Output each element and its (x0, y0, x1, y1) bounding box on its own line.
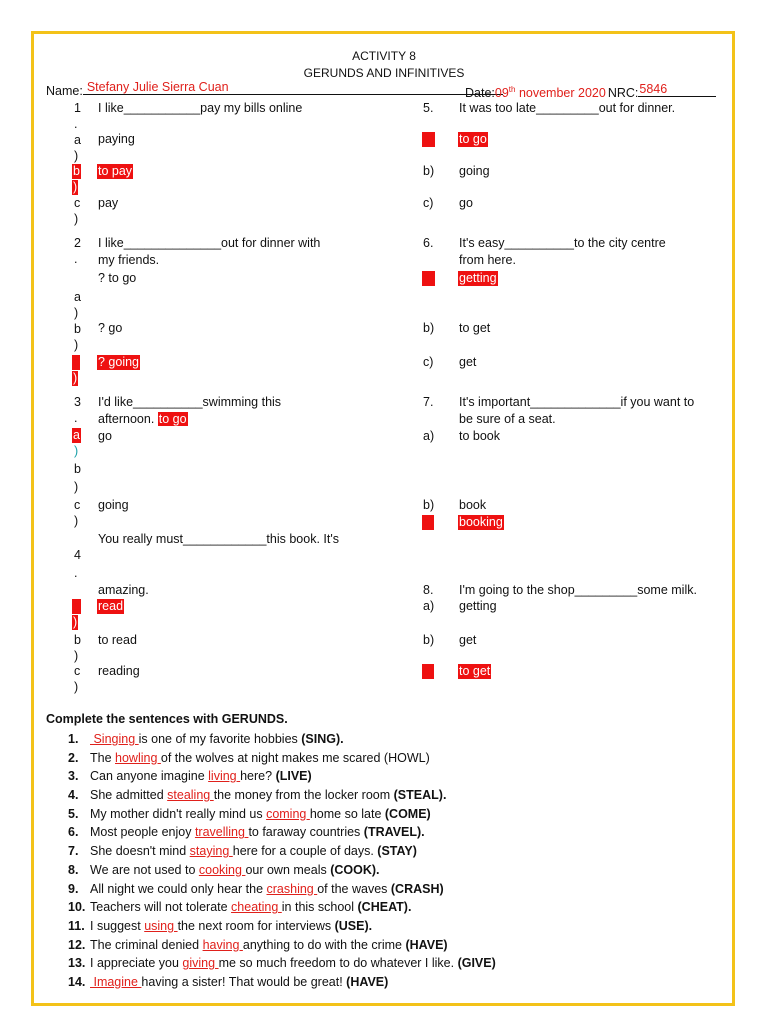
item-pre: We are not used to (90, 862, 199, 877)
q2-line1: I like______________out for dinner with (98, 236, 321, 250)
item-pre: She admitted (90, 788, 168, 803)
q8-text: I'm going to the shop_________some milk. (459, 583, 697, 597)
q2-option-a[interactable]: ? to go (98, 271, 137, 285)
item-post: is one of my favorite hobbies (138, 732, 302, 746)
gerund-item-5 (68, 805, 728, 824)
item-hint: (STEAL). (393, 788, 447, 803)
q4-line2: amazing. (98, 583, 149, 597)
q5-option-b[interactable]: going (459, 164, 490, 178)
q3-b-paren: ) (74, 480, 79, 494)
q4-b-letter: b (74, 633, 81, 647)
q5-num: 5. (423, 101, 434, 115)
gerund-item-7 (68, 842, 728, 861)
q8-c-label: c) (423, 664, 434, 678)
q4-c-letter: c (74, 664, 81, 678)
q3-c-letter: c (74, 498, 81, 512)
q7-line1: It's important_____________if you want to (459, 395, 695, 409)
date-label: Date: (465, 86, 495, 101)
item-pre: My mother didn't really mind us (90, 806, 267, 821)
item-post: here? (240, 769, 276, 784)
q2-option-c[interactable]: ? going (98, 355, 140, 369)
item-answer[interactable]: using (144, 918, 178, 933)
item-number: 6. (68, 825, 79, 840)
gerund-item-13 (68, 954, 728, 973)
q6-c-label: c) (423, 355, 434, 369)
q3-line1: I'd like__________swimming this (98, 395, 282, 409)
q1-option-c[interactable]: pay (98, 196, 119, 210)
item-answer[interactable]: giving (182, 956, 219, 971)
item-pre: Can anyone imagine (90, 769, 209, 784)
item-pre: The criminal denied (90, 937, 203, 952)
q1-num-dot: . (74, 117, 78, 131)
item-number: 13. (68, 956, 86, 971)
date-day: 09 (494, 86, 509, 101)
q8-a-label: a) (423, 599, 435, 613)
q3-line2-wrap (98, 412, 188, 427)
item-post: the next room for interviews (177, 918, 335, 933)
item-number: 7. (68, 844, 79, 859)
date-nrc-row (465, 82, 716, 101)
item-number: 4. (68, 788, 79, 803)
q2-b-paren: ) (74, 338, 79, 352)
item-number: 14. (68, 974, 86, 989)
item-post: in this school (281, 900, 358, 915)
item-answer[interactable]: Singing (90, 732, 139, 746)
q7-c-label: c) (423, 515, 434, 529)
item-number: 9. (68, 881, 79, 896)
gerund-item-1 (68, 730, 728, 749)
q7-option-a[interactable]: to book (459, 429, 501, 443)
name-value: Stefany Julie Sierra Cuan (86, 80, 229, 94)
item-hint: (HAVE) (405, 937, 448, 952)
item-hint: (COME) (384, 806, 431, 821)
item-post: to faraway countries (248, 825, 364, 840)
q2-a-paren: ) (74, 306, 79, 320)
q4-num-dot: . (74, 566, 78, 580)
item-pre: All night we could only hear the (90, 881, 267, 896)
q3-a-paren: ) (74, 444, 79, 458)
item-answer[interactable]: cheating (231, 900, 282, 915)
gerund-item-6 (68, 823, 728, 842)
item-pre: She doesn't mind (90, 844, 190, 859)
gerund-item-12 (68, 936, 728, 955)
item-hint: (CHEAT). (357, 900, 412, 915)
q4-a-letter: a (73, 599, 80, 613)
date-value (495, 86, 606, 100)
item-hint: (LIVE) (275, 769, 312, 784)
q2-line2: my friends. (98, 253, 160, 267)
q1-c-paren: ) (74, 212, 79, 226)
gerund-item-14 (68, 973, 728, 992)
item-post: our own meals (245, 862, 331, 877)
item-hint: (CRASH) (390, 881, 444, 896)
gerunds-heading: Complete the sentences with GERUNDS. (46, 712, 288, 726)
q2-c-paren: ) (73, 371, 78, 385)
q1-a-paren: ) (74, 149, 79, 163)
q7-b-label: b) (423, 498, 435, 512)
gerund-item-10 (68, 898, 728, 917)
gerund-item-3 (68, 767, 728, 786)
q3-c-paren: ) (74, 514, 79, 528)
item-answer[interactable]: cooking (198, 862, 246, 877)
q3-a-letter: a (73, 428, 80, 442)
item-post: the money from the locker room (213, 788, 394, 803)
q6-line1: It's easy__________to the city centre (459, 236, 666, 250)
q1-a-letter: a (74, 133, 81, 147)
item-answer[interactable]: having (202, 937, 243, 952)
item-number: 1. (68, 732, 79, 746)
q1-option-b[interactable]: to pay (98, 164, 133, 178)
q2-num-dot: . (74, 252, 78, 266)
item-number: 5. (68, 806, 79, 821)
q2-num: 2 (74, 236, 81, 250)
item-pre: I suggest (90, 918, 145, 933)
item-number: 12. (68, 937, 86, 952)
q4-c-paren: ) (74, 680, 79, 694)
name-field[interactable] (83, 82, 503, 95)
gerund-item-2 (68, 749, 728, 768)
q4-a-paren: ) (73, 615, 78, 629)
item-pre: I appreciate you (90, 956, 183, 971)
q4-num: 4 (74, 548, 81, 562)
item-number: 8. (68, 862, 79, 877)
item-hint: (COOK). (330, 862, 380, 877)
q3-num: 3 (74, 395, 81, 409)
q1-c-letter: c (74, 196, 81, 210)
item-number: 10. (68, 900, 86, 915)
q4-b-paren: ) (74, 649, 79, 663)
q2-b-letter: b (74, 322, 81, 336)
item-pre: Teachers will not tolerate (90, 900, 232, 915)
item-number: 3. (68, 769, 79, 784)
q7-option-b[interactable]: book (459, 498, 487, 512)
q6-line2: from here. (459, 253, 516, 267)
q3-num-dot: . (74, 411, 78, 425)
topic-title: GERUNDS AND INFINITIVES (303, 66, 465, 80)
item-post: anything to do with the crime (242, 937, 406, 952)
q6-num: 6. (423, 236, 434, 250)
q3-option-a[interactable]: go (98, 429, 112, 443)
item-post: here for a couple of days. (232, 844, 378, 859)
q5-a-label: a) (423, 132, 435, 146)
q6-option-b[interactable]: to get (459, 321, 491, 335)
q3-b-letter: b (74, 462, 81, 476)
item-number: 2. (68, 750, 79, 765)
q5-option-c[interactable]: go (459, 196, 473, 210)
q3-answer[interactable]: to go (158, 412, 187, 426)
item-answer[interactable]: howling (115, 750, 161, 765)
nrc-value: 5846 (639, 82, 668, 97)
q3-line2: afternoon. (98, 412, 155, 426)
q8-option-a[interactable]: getting (459, 599, 497, 613)
item-answer[interactable]: Imagine (90, 974, 142, 989)
item-hint: (GIVE) (457, 956, 496, 971)
q6-option-c[interactable]: get (459, 355, 477, 369)
q1-b-paren: ) (73, 180, 78, 194)
item-hint: (USE). (334, 918, 373, 933)
date-sup: th (508, 85, 516, 94)
nrc-label: NRC: (607, 86, 639, 101)
item-post: me so much freedom to do whatever I like. (218, 956, 458, 971)
q8-num: 8. (423, 583, 434, 597)
q7-num: 7. (423, 395, 434, 409)
q7-line2: be sure of a seat. (459, 412, 556, 426)
q6-b-label: b) (423, 321, 435, 335)
q5-c-label: c) (423, 196, 434, 210)
item-answer[interactable]: stealing (167, 788, 214, 803)
item-post: having a sister! That would be great! (141, 974, 347, 989)
gerund-item-8 (68, 861, 728, 880)
q5-option-a[interactable]: to go (459, 132, 487, 146)
item-number: 11. (68, 918, 85, 933)
q8-option-b[interactable]: get (459, 633, 477, 647)
q3-option-c[interactable]: going (98, 498, 129, 512)
item-hint: (HAVE) (346, 974, 389, 989)
name-label: Name: (46, 84, 83, 98)
q1-option-a[interactable]: paying (98, 132, 135, 146)
q5-text: It was too late_________out for dinner. (459, 101, 676, 115)
q2-option-b[interactable]: ? go (98, 321, 123, 335)
q4-option-b[interactable]: to read (98, 633, 137, 647)
q7-option-c[interactable]: booking (459, 515, 503, 529)
item-hint: (TRAVEL). (363, 825, 425, 840)
q4-option-a[interactable]: read (98, 599, 124, 613)
item-answer[interactable]: staying (189, 844, 233, 859)
name-row (46, 82, 503, 99)
item-post: of the waves (317, 881, 391, 896)
q1-b-letter: b (73, 164, 80, 178)
gerund-item-4 (68, 786, 728, 805)
item-answer[interactable]: living (208, 769, 241, 784)
item-post: home so late (309, 806, 385, 821)
item-hint: (STAY) (377, 844, 417, 859)
date-rest: november 2020 (515, 86, 606, 101)
activity-title: ACTIVITY 8 (352, 49, 416, 63)
item-answer[interactable]: coming (266, 806, 310, 821)
gerund-item-11 (68, 917, 728, 936)
item-post: of the wolves at night makes me scared (HOWL) (160, 750, 430, 765)
q4-option-c[interactable]: reading (98, 664, 140, 678)
q1-text: I like___________pay my bills online (98, 101, 303, 115)
nrc-field[interactable] (638, 84, 716, 97)
q1-num: 1 (74, 101, 81, 115)
q2-a-letter: a (74, 290, 81, 304)
q7-a-label: a) (423, 429, 435, 443)
q2-c-letter: c (73, 355, 80, 369)
q5-b-label: b) (423, 164, 435, 178)
q4-line1: You really must____________this book. It's (98, 532, 339, 546)
item-pre: The (90, 750, 116, 765)
item-answer[interactable]: crashing (266, 881, 318, 896)
q6-a-label: a) (423, 271, 435, 285)
q6-option-a[interactable]: getting (459, 271, 497, 285)
item-answer[interactable]: travelling (194, 825, 249, 840)
item-pre: Most people enjoy (90, 825, 195, 840)
gerund-item-9 (68, 880, 728, 899)
q8-b-label: b) (423, 633, 435, 647)
gerunds-list (68, 730, 728, 992)
q8-option-c[interactable]: to get (459, 664, 491, 678)
item-hint: (SING). (301, 732, 344, 746)
